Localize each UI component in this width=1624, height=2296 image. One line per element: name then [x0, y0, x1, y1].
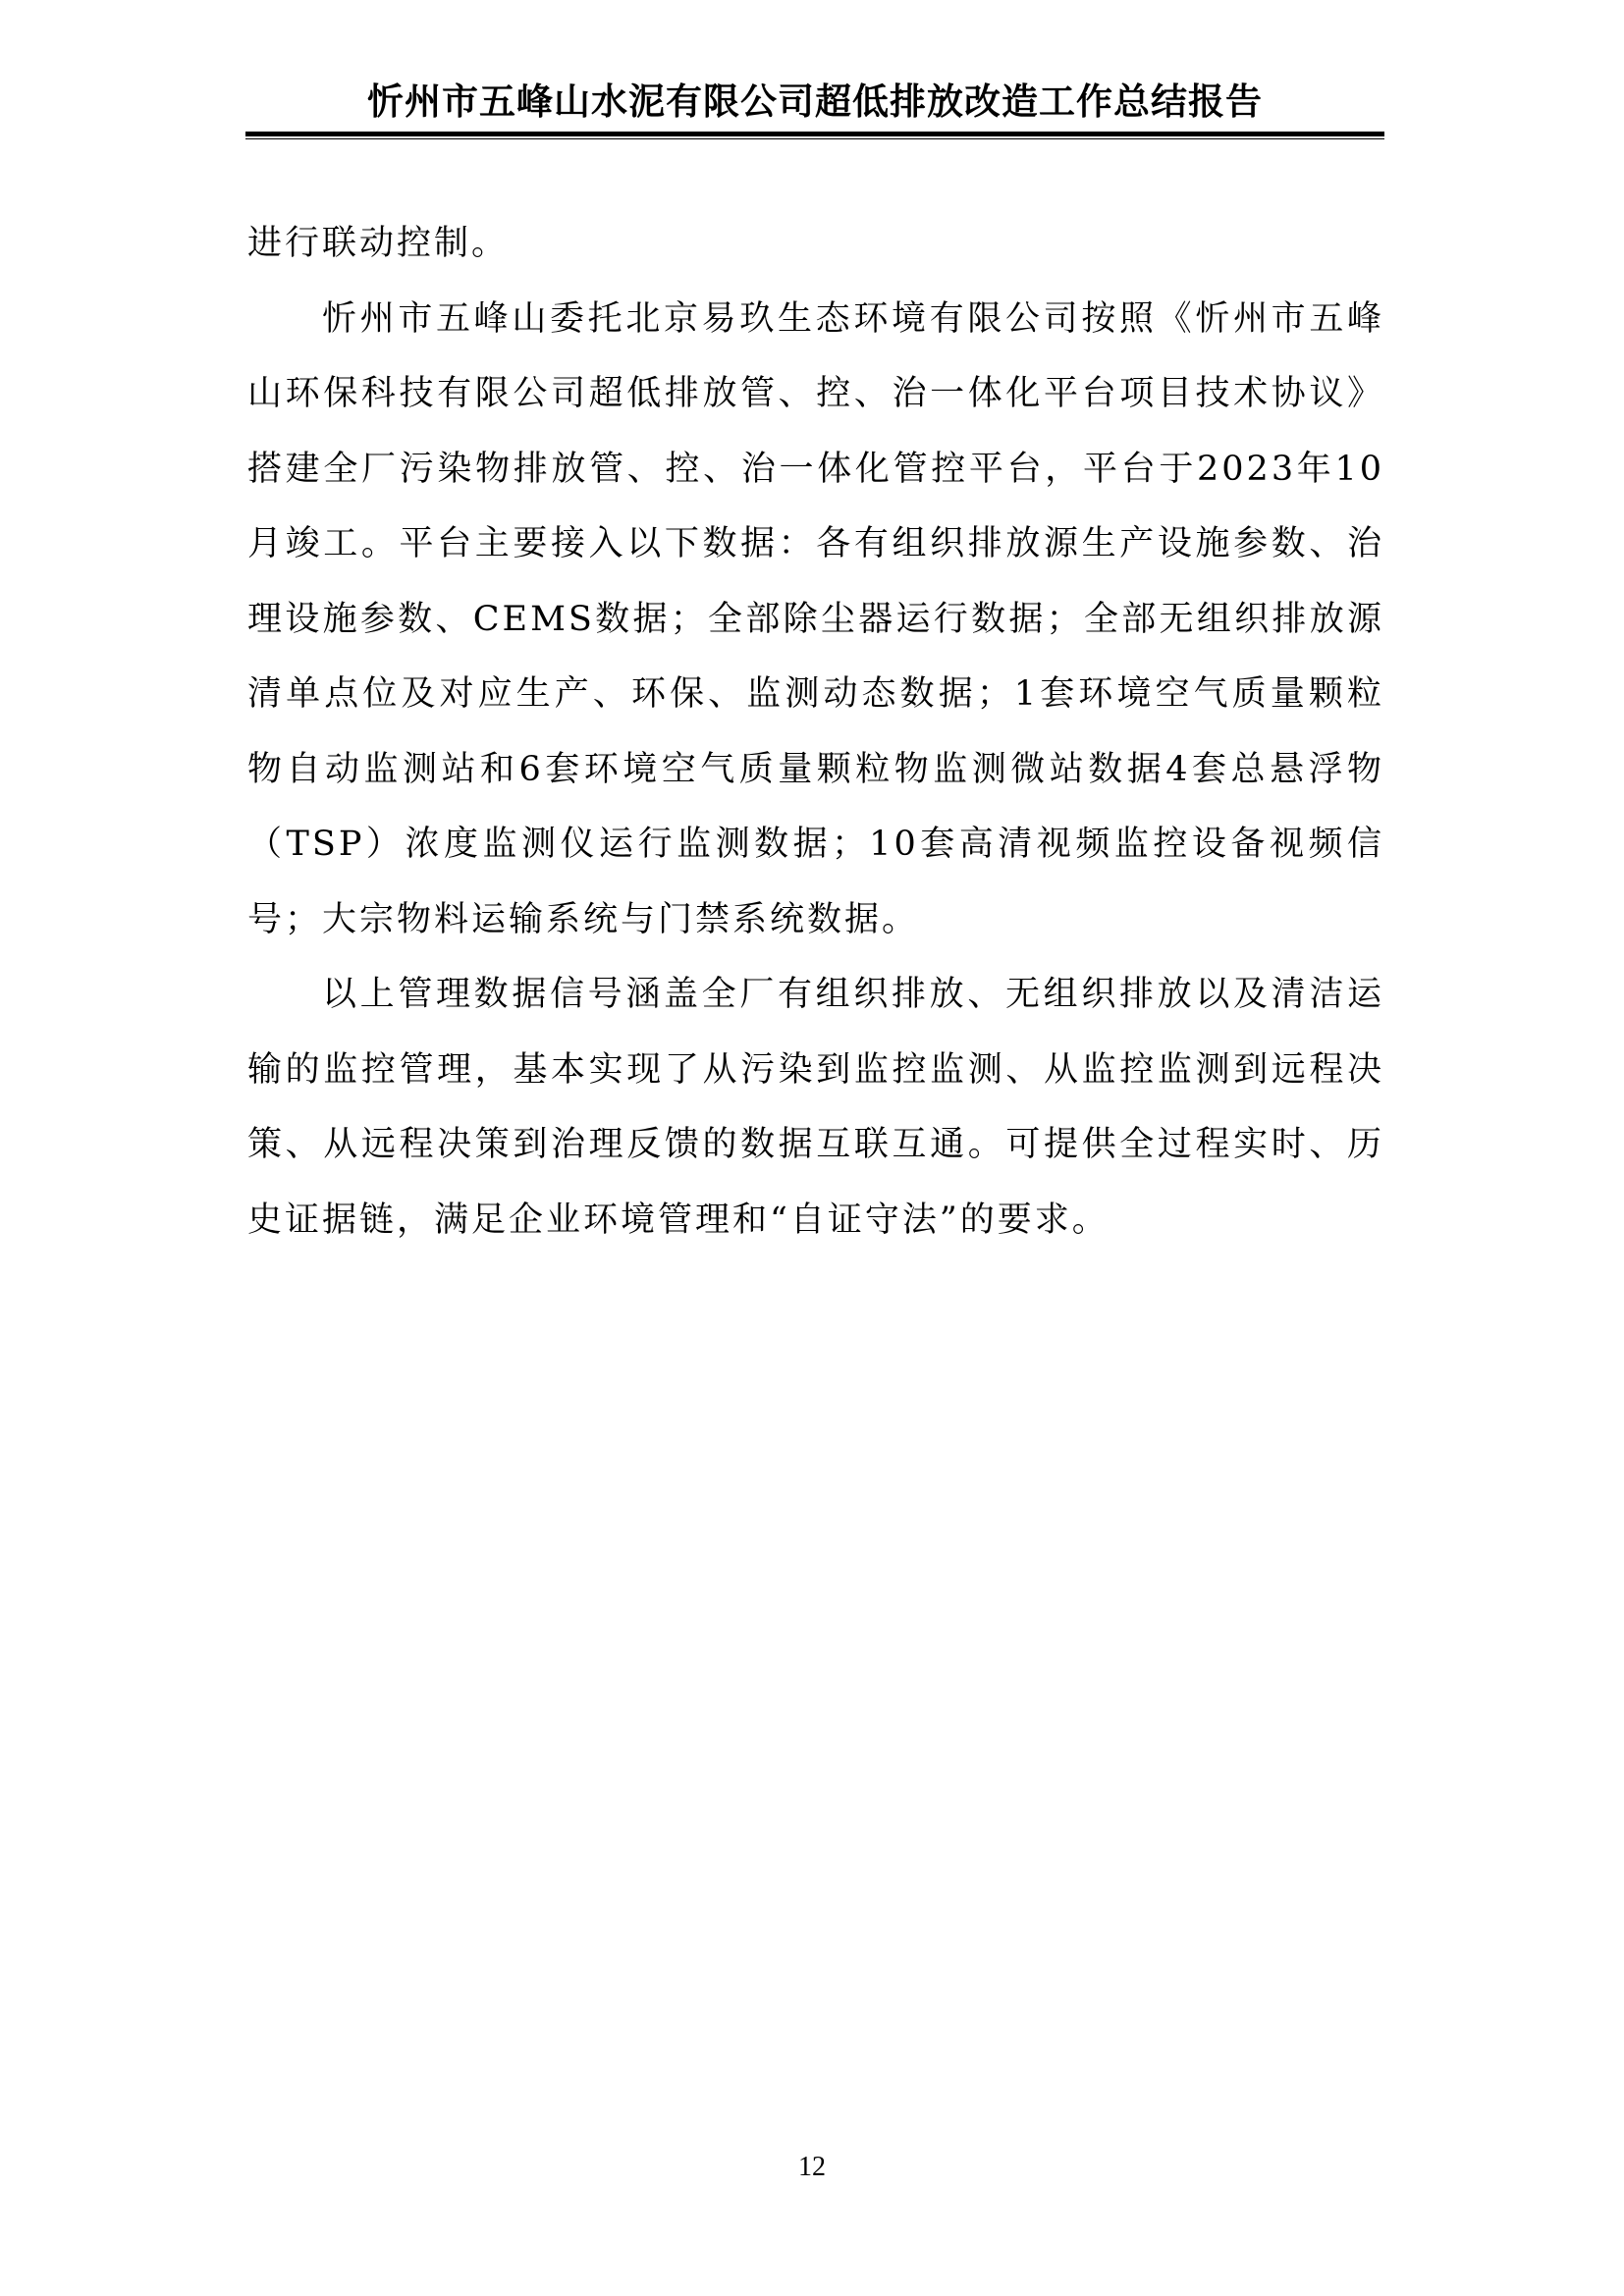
paragraph-summary: 以上管理数据信号涵盖全厂有组织排放、无组织排放以及清洁运输的监控管理，基本实现了从污染到监控监测、从监控监测到远程决策、从远程决策到治理反馈的数据互联互通。可提供全过程实时、历史证据链，满足企业环境管理和“自证守法”的要求。 — [247, 975, 1384, 1240]
page-header-title: 忻州市五峰山水泥有限公司超低排放改造工作总结报告 — [367, 80, 1263, 123]
header-rule-thin — [245, 138, 1384, 139]
paragraph-continuation: 进行联动控制。 — [247, 224, 510, 263]
body-text — [247, 206, 1384, 1257]
page-number: 12 — [798, 2152, 826, 2182]
header-rule-thick — [245, 132, 1384, 136]
paragraph-platform: 忻州市五峰山委托北京易玖生态环境有限公司按照《忻州市五峰山环保科技有限公司超低排放管、控、治一体化平台项目技术协议》搭建全厂污染物排放管、控、治一体化管控平台，平台于2023年10月竣工。平台主要接入以下数据：各有组织排放源生产设施参数、治理设施参数、CEMS数据；全部除尘器运行数据；全部无组织排放源清单点位及对应生产、环保、监测动态数据；1套环境空气质量颗粒物自动监测站和6套环境空气质量颗粒物监测微站数据4套总悬浮物（TSP）浓度监测仪运行监测数据；10套高清视频监控设备视频信号；大宗物料运输系统与门禁系统数据。 — [247, 298, 1384, 939]
